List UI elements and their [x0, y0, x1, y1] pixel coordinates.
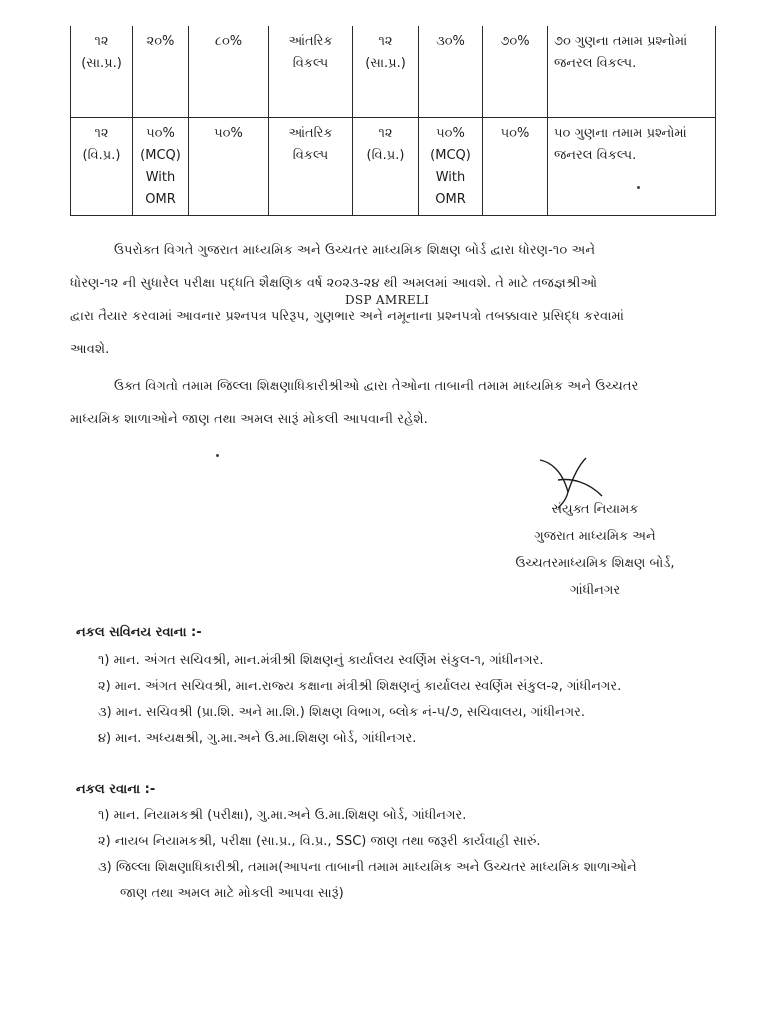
cell-text: (MCQ) [140, 148, 181, 163]
cell-text: ૭૦% [500, 34, 530, 49]
table-cell [269, 118, 353, 216]
table-cell [133, 118, 189, 216]
cell-text: ૧૨ [94, 126, 109, 141]
signatory-line: ઉચ્ચતરમાધ્યમિક શિક્ષણ બોર્ડ, [515, 556, 675, 571]
paragraph-line: ઉક્ત વિગતો તમામ જિલ્લા શિક્ષણાધિકારીશ્રીઓ દ્વારા તેઓના તાબાની તમામ માધ્યમિક અને ઉચ્ચતર [114, 379, 639, 394]
list-item-continuation: જાણ તથા અમલ માટે મોકલી આપવા સારૂં) [120, 886, 344, 901]
table-cell [189, 26, 269, 118]
list-item: ૩) માન. સચિવશ્રી (પ્રા.શિ. અને મા.શિ.) શિક્ષણ વિભાગ, બ્લોક નં-૫/૭, સચિવાલય, ગાંધીનગર. [98, 705, 586, 720]
cell-text: વિકલ્પ [292, 148, 329, 163]
cell-text: ૭૦ ગુણના તમામ પ્રશ્નોમાં [554, 34, 688, 49]
signatory-line: ગાંધીનગર [569, 583, 621, 598]
table-cell [189, 118, 269, 216]
cell-text: ૨૦% [146, 34, 175, 49]
cell-text: ૫૦% [500, 126, 530, 141]
cell-text: જનરલ વિકલ્પ. [554, 56, 637, 71]
cell-text: With [435, 170, 466, 185]
cell-text: ૧૨ [94, 34, 109, 49]
cell-text: (વિ.પ્ર.) [366, 148, 405, 163]
paragraph-line: ઉપરોક્ત વિગતે ગુજરાત માધ્યમિક અને ઉચ્ચતર માધ્યમિક શિક્ષણ બોર્ડ દ્વારા ધોરણ-૧૦ અને [114, 243, 596, 258]
copy-respectful-title: નકલ સવિનય રવાના :- [76, 625, 202, 640]
table-cell [548, 118, 716, 216]
list-item [98, 855, 738, 907]
table-cell [269, 26, 353, 118]
cell-text: ૩૦% [436, 34, 465, 49]
dsp-amreli-stamp: DSP AMRELI [345, 293, 430, 307]
table-cell [548, 26, 716, 118]
table-cell [483, 118, 548, 216]
signatory-block [470, 496, 720, 604]
table-cell [71, 26, 133, 118]
table-cell [353, 26, 419, 118]
cell-text: ૮૦% [214, 34, 243, 49]
cell-text: ૧૨ [378, 34, 393, 49]
table-cell [71, 118, 133, 216]
cell-text: જનરલ વિકલ્પ. [554, 148, 637, 163]
cell-text: OMR [435, 192, 466, 207]
list-item: ૨) માન. અંગત સચિવશ્રી, માન.રાજ્ય કક્ષાના મંત્રીશ્રી શિક્ષણનું કાર્યાલય સ્વર્ણિમ સંકુલ-૨, ગાંધીનગર. [98, 679, 622, 694]
table-cell [353, 118, 419, 216]
list-item: ૧) માન. નિયામકશ્રી (પરીક્ષા), ગુ.મા.અને ઉ.મા.શિક્ષણ બોર્ડ, ગાંધીનગર. [98, 808, 467, 823]
list-item: ૧) માન. અંગત સચિવશ્રી, માન.મંત્રીશ્રી શિક્ષણનું કાર્યાલય સ્વર્ણિમ સંકુલ-૧, ગાંધીનગર. [98, 653, 544, 668]
cell-text: OMR [145, 192, 176, 207]
list-item-text: ૩) જિલ્લા શિક્ષણાધિકારીશ્રી, તમામ(આપના તાબાની તમામ માધ્યમિક અને ઉચ્ચતર માધ્યમિક શાળાઓને [98, 860, 637, 875]
cell-text: (સા.પ્ર.) [365, 56, 406, 71]
cell-text: With [145, 170, 176, 185]
paragraph-line: ધોરણ-૧૨ ની સુધારેલ પરીક્ષા પદ્ધતિ શૈક્ષણિક વર્ષ ૨૦૨૩-૨૪ થી અમલમાં આવશે. તે માટે તજજ્ઞશ્રીઓ [70, 276, 598, 291]
cell-text: (MCQ) [430, 148, 471, 163]
copy-forward-title: નકલ રવાના :- [76, 782, 156, 797]
table-cell [419, 118, 483, 216]
table-cell [133, 26, 189, 118]
cell-text: ૧૨ [378, 126, 393, 141]
cell-text: ૫૦% [146, 126, 175, 141]
copy-respectful-list [98, 648, 738, 752]
table-row [71, 118, 716, 216]
exam-pattern-table [70, 26, 716, 216]
list-item: ૨) નાયબ નિયામકશ્રી, પરીક્ષા (સા.પ્ર., વિ.પ્ર., SSC) જાણ તથા જરૂરી કાર્યવાહી સારું. [98, 834, 541, 849]
paragraph-line: આવશે. [70, 342, 110, 357]
cell-text: વિકલ્પ [292, 56, 329, 71]
cell-text: ૫૦% [436, 126, 465, 141]
list-item: ૪) માન. અધ્યક્ષશ્રી, ગુ.મા.અને ઉ.મા.શિક્ષણ બોર્ડ, ગાંધીનગર. [98, 731, 417, 746]
scan-speck [637, 186, 640, 189]
signatory-title: સંયુક્ત નિયામક [551, 502, 639, 517]
cell-text: ૫૦% [214, 126, 243, 141]
signatory-line: ગુજરાત માધ્યમિક અને [534, 529, 656, 544]
paragraph-line: દ્વારા તૈયાર કરવામાં આવનાર પ્રશ્નપત્ર પરિરૂપ, ગુણભાર અને નમૂનાના પ્રશ્નપત્રો તબક્કાવાર પ્રસિદ્ધ કરવામાં [70, 309, 625, 324]
scan-speck [216, 454, 219, 457]
cell-text: ૫૦ ગુણના તમામ પ્રશ્નોમાં [554, 126, 687, 141]
paragraph-instruction [70, 370, 720, 436]
cell-text: આંતરિક [288, 126, 333, 141]
table-cell [483, 26, 548, 118]
copy-forward-list [98, 803, 738, 907]
table-row [71, 26, 716, 118]
table-cell [419, 26, 483, 118]
cell-text: (સા.પ્ર.) [81, 56, 122, 71]
paragraph-line: માધ્યમિક શાળાઓને જાણ તથા અમલ સારૂં મોકલી આપવાની રહેશે. [70, 412, 428, 427]
cell-text: (વિ.પ્ર.) [82, 148, 121, 163]
cell-text: આંતરિક [288, 34, 333, 49]
